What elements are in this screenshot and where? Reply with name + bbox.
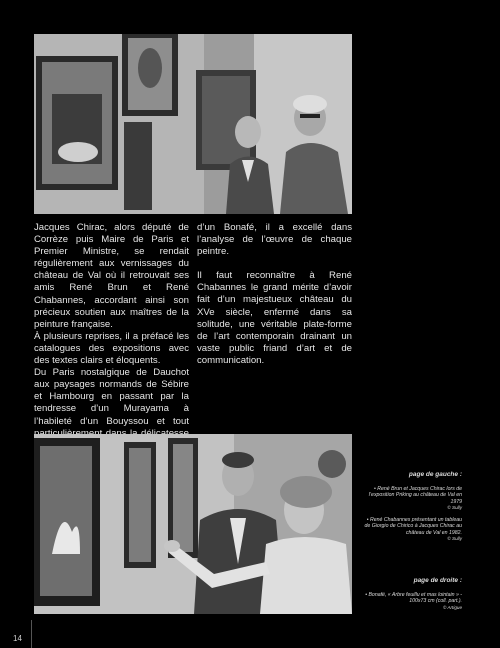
article-column-right [197, 222, 352, 367]
caption-credit: © Artigue [442, 604, 462, 610]
page-number: 14 [13, 634, 22, 643]
article-column-left [34, 222, 189, 452]
article-paragraph: À plusieurs reprises, il a préfacé les catalogues des expositions avec des textes clairs et éloquents. [34, 330, 189, 367]
caption-credit: © Sully [447, 536, 462, 542]
photo-bottom [34, 434, 352, 614]
caption-credit: © Sully [447, 504, 462, 510]
article-paragraph: Il faut reconnaître à René Chabannes le grand mérite d’avoir fait d’un majestueux château du XVe siècle, enfermé dans sa solitude, une véritable plate-forme de l’art contemporain drainant un vaste public friand d’art et de communication. [197, 270, 352, 366]
caption-text: • Bonafé, « Arbre feuillu et mas lointain » - 100x73 cm (coll. part.). [365, 592, 462, 605]
photo-top-image [34, 34, 352, 214]
caption-heading: page de droite : [413, 577, 462, 584]
captions-left-page [360, 471, 462, 548]
article-paragraph: d’un Bonafé, il a excellé dans l’analyse de l’œuvre de chaque peintre. [197, 222, 352, 258]
caption-text: • René Brun et Jacques Chirac lors de l’exposition Priking au château de Val en 1979 [368, 486, 462, 505]
photo-top [34, 34, 352, 214]
caption-item [360, 517, 462, 542]
caption-text: • René Chabannes présentant un tableau de Giorgio de Chirico à Jacques Chirac au château de Val en 1982. [364, 517, 462, 536]
captions-right-page [360, 577, 462, 617]
caption-item [360, 592, 462, 611]
page-margin-rule [31, 620, 32, 648]
article-paragraph: Jacques Chirac, alors député de Corrèze puis Maire de Paris et Premier Ministre, se rendait régulièrement aux vernissages du château de Val où il retrouvait ses amis René Brun et René Chabannes, accordant ainsi son précieux soutien aux maîtres de la peinture française. [34, 222, 189, 330]
caption-item [360, 486, 462, 511]
article-paragraph: Du Paris nostalgique de Dauchot aux paysages normands de Sébire et Hambourg en passant par la tendresse d’un Murayama à l’habileté d’un Bouyssou et tout [34, 367, 189, 427]
photo-bottom-image [34, 434, 352, 614]
caption-heading: page de gauche : [408, 471, 462, 478]
